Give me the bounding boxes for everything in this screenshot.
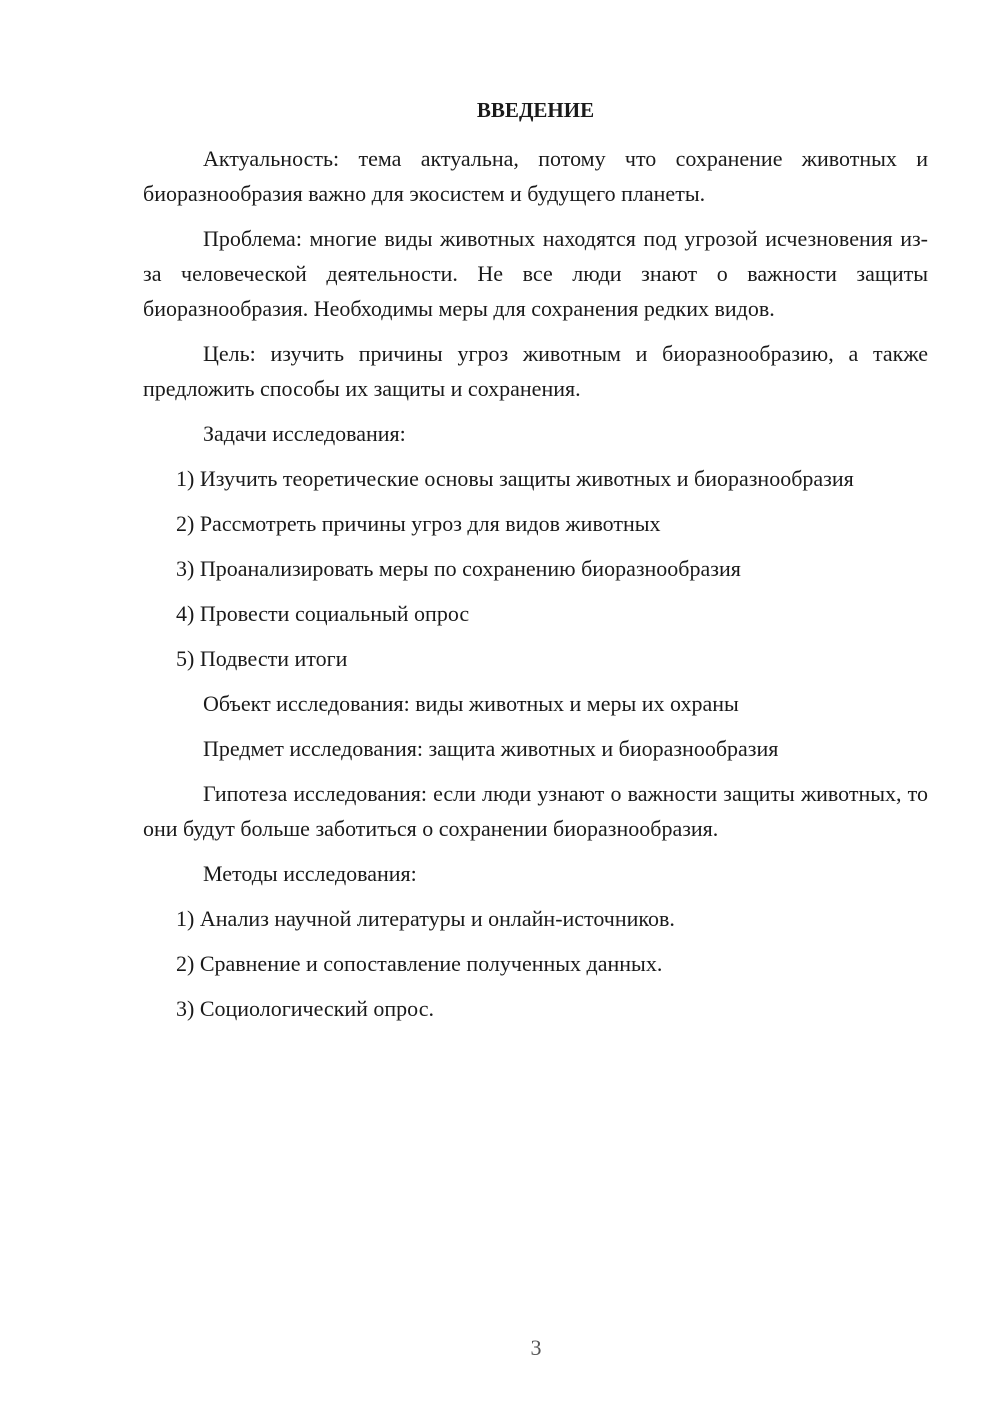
hypothesis-paragraph: Гипотеза исследования: если люди узнают о важности защиты животных, то они будут больше заботиться о сохранении биоразнообразия. xyxy=(143,781,928,841)
task-item-1: 1) Изучить теоретические основы защиты животных и биоразнообразия xyxy=(176,466,854,491)
relevance-paragraph: Актуальность: тема актуальна, потому что сохранение животных и биоразнообразия важно для экосистем и будущего планеты. xyxy=(143,146,928,206)
object-paragraph: Объект исследования: виды животных и меры их охраны xyxy=(203,691,739,716)
task-item-4: 4) Провести социальный опрос xyxy=(176,601,470,626)
task-item-2: 2) Рассмотреть причины угроз для видов животных xyxy=(176,511,661,536)
task-item-5: 5) Подвести итоги xyxy=(176,646,348,671)
subject-paragraph: Предмет исследования: защита животных и биоразнообразия xyxy=(203,736,779,761)
tasks-heading: Задачи исследования: xyxy=(203,421,406,446)
page-number: 3 xyxy=(530,1335,542,1360)
method-item-3: 3) Социологический опрос. xyxy=(176,996,434,1021)
goal-paragraph: Цель: изучить причины угроз животным и биоразнообразию, а также предложить способы их защиты и сохранения. xyxy=(143,341,928,401)
method-item-1: 1) Анализ научной литературы и онлайн-источников. xyxy=(176,906,675,931)
page-title: ВВЕДЕНИЕ xyxy=(476,98,595,122)
method-item-2: 2) Сравнение и сопоставление полученных данных. xyxy=(176,951,663,976)
page-content xyxy=(143,93,928,1036)
methods-heading: Методы исследования: xyxy=(203,861,417,886)
task-item-3: 3) Проанализировать меры по сохранению биоразнообразия xyxy=(176,556,741,581)
problem-paragraph: Проблема: многие виды животных находятся под угрозой исчезновения из-за человеческой деятельности. Не все люди знают о важности защиты биоразнообразия. Необходимы меры для сохранения редких видов. xyxy=(143,226,928,321)
